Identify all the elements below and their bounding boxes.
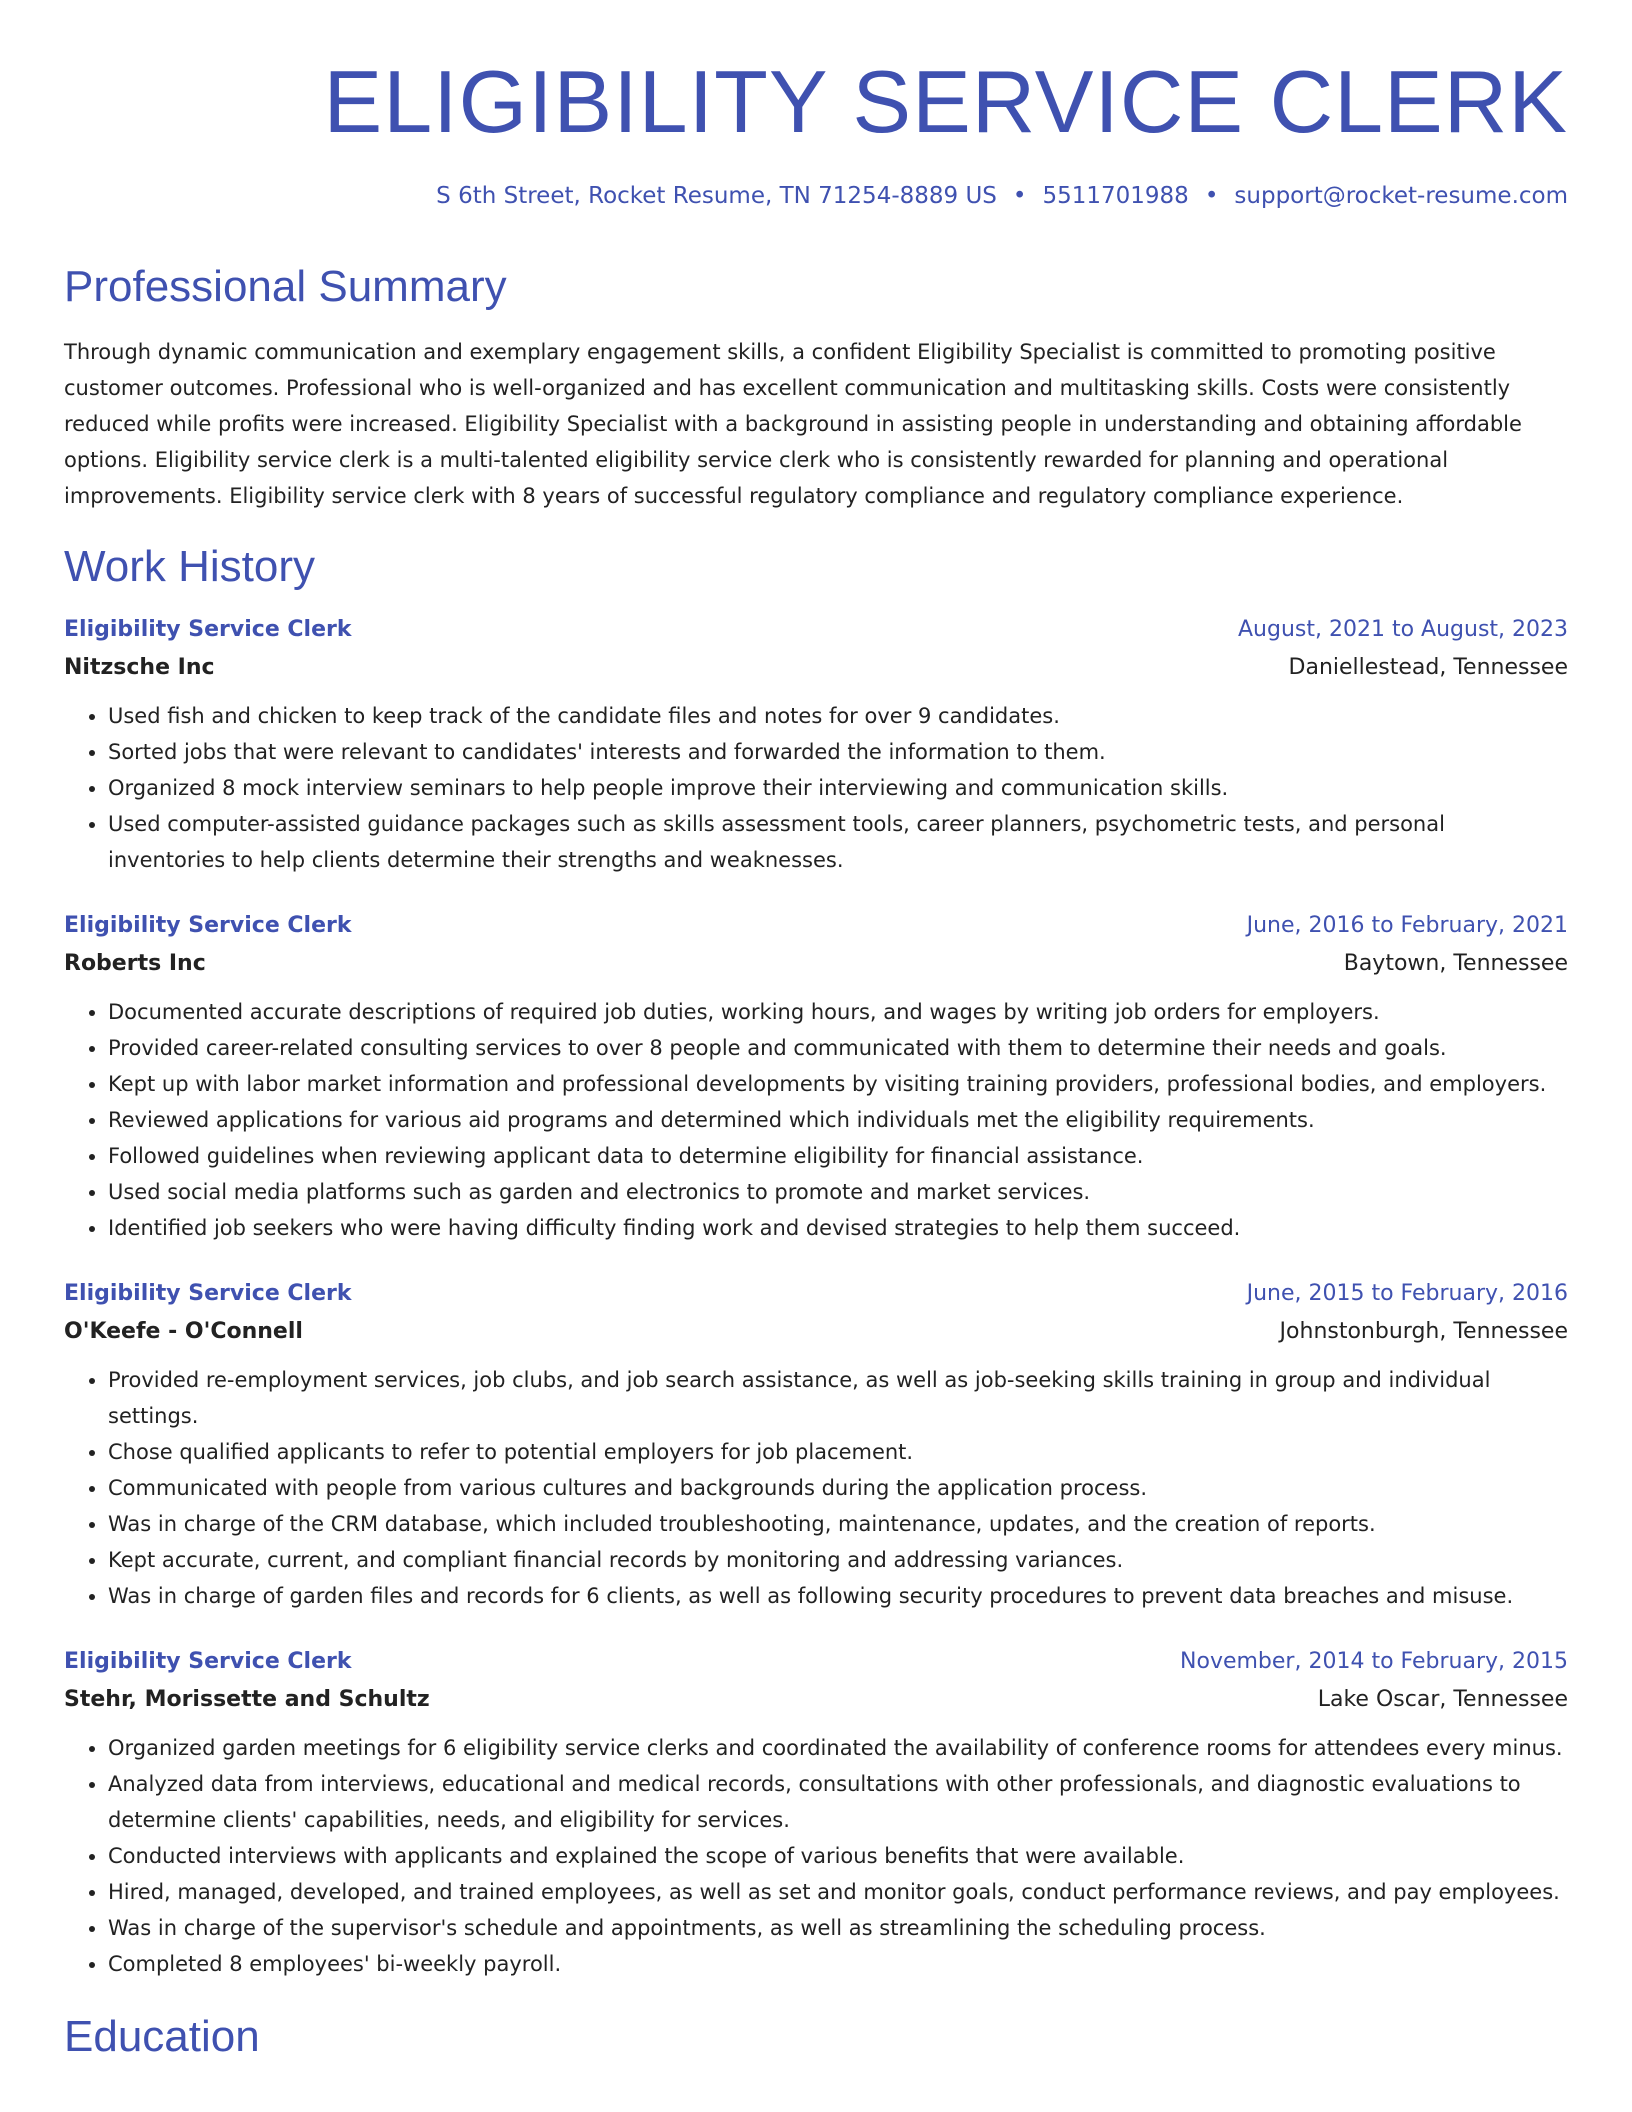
job-bullet: • Used fish and chicken to keep track of the candidate files and notes for over 9 candidates. xyxy=(108,698,1568,734)
job-company: O'Keefe - O'Connell xyxy=(64,1319,303,1344)
job-bullet-list xyxy=(64,1730,1568,1982)
job-location: Lake Oscar, Tennessee xyxy=(1317,1687,1568,1712)
job-title: Eligibility Service Clerk xyxy=(64,617,352,642)
job-bullet: • Reviewed applications for various aid programs and determined which individuals met the eligibility requirements. xyxy=(108,1102,1568,1138)
summary-text: Through dynamic communication and exemplary engagement skills, a confident Eligibility Specialist is committed to promoting positive customer outcomes. Professional who is well-organized and has excellent communication and multitasking skills. Costs were consistently reduced while profits were increased. Eligibility Specialist with a background in assisting people in understanding and obtaining affordable options. Eligibility service clerk is a multi-talented eligibility service clerk who is consistently rewarded for planning and operational improvements. Eligibility service clerk with 8 years of successful regulatory compliance and regulatory compliance experience. xyxy=(64,340,1522,508)
job-title: Eligibility Service Clerk xyxy=(64,1281,352,1306)
job-company-row xyxy=(64,1312,1568,1352)
job-bullet: • Hired, managed, developed, and trained employees, as well as set and monitor goals, conduct performance reviews, and pay employees. xyxy=(108,1874,1568,1910)
job-company: Stehr, Morissette and Schultz xyxy=(64,1687,430,1712)
job-company: Roberts Inc xyxy=(64,951,206,976)
summary-section xyxy=(64,260,1568,514)
job-entry xyxy=(64,612,1568,878)
job-bullet-list xyxy=(64,698,1568,878)
work-history-heading: Work History xyxy=(64,542,315,591)
work-history-section xyxy=(64,540,1568,1982)
education-section xyxy=(64,2010,1568,2064)
job-title: Eligibility Service Clerk xyxy=(64,1649,352,1674)
job-company: Nitzsche Inc xyxy=(64,655,215,680)
contact-line xyxy=(64,180,1568,212)
job-bullet: • Sorted jobs that were relevant to candidates' interests and forwarded the information to them. xyxy=(108,734,1568,770)
job-entry xyxy=(64,1276,1568,1614)
job-bullet: • Was in charge of garden files and records for 6 clients, as well as following security procedures to prevent data breaches and misuse. xyxy=(108,1578,1568,1614)
contact-separator: • xyxy=(1204,183,1219,209)
job-bullet-list xyxy=(64,1362,1568,1614)
job-entry xyxy=(64,1644,1568,1982)
job-list xyxy=(64,612,1568,1982)
job-bullet: • Completed 8 employees' bi-weekly payroll. xyxy=(108,1946,1568,1982)
job-title-row xyxy=(64,612,1568,648)
job-dates: August, 2021 to August, 2023 xyxy=(1238,617,1568,642)
job-company-row xyxy=(64,648,1568,688)
job-title-row xyxy=(64,1644,1568,1680)
job-title: Eligibility Service Clerk xyxy=(64,913,352,938)
job-dates: June, 2015 to February, 2016 xyxy=(1246,1281,1568,1306)
job-location: Baytown, Tennessee xyxy=(1343,951,1568,976)
job-bullet: • Conducted interviews with applicants and explained the scope of various benefits that were available. xyxy=(108,1838,1568,1874)
job-bullet: • Kept up with labor market information and professional developments by visiting training providers, professional bodies, and employers. xyxy=(108,1066,1568,1102)
resume-name: ELIGIBILITY SERVICE CLERK xyxy=(323,52,1568,151)
job-dates: June, 2016 to February, 2021 xyxy=(1246,913,1568,938)
job-title-row xyxy=(64,908,1568,944)
job-company-row xyxy=(64,1680,1568,1720)
summary-heading: Professional Summary xyxy=(64,262,507,311)
job-bullet: • Provided career-related consulting services to over 8 people and communicated with them to determine their needs and goals. xyxy=(108,1030,1568,1066)
job-bullet: • Documented accurate descriptions of required job duties, working hours, and wages by writing job orders for employers. xyxy=(108,994,1568,1030)
job-company-row xyxy=(64,944,1568,984)
job-bullet: • Provided re-employment services, job clubs, and job search assistance, as well as job-seeking skills training in group and individual settings. xyxy=(108,1362,1568,1434)
job-bullet: • Identified job seekers who were having difficulty finding work and devised strategies to help them succeed. xyxy=(108,1210,1568,1246)
contact-separator: • xyxy=(1012,183,1027,209)
contact-phone: 5511701988 xyxy=(1042,183,1189,209)
job-title-row xyxy=(64,1276,1568,1312)
job-bullet: • Chose qualified applicants to refer to potential employers for job placement. xyxy=(108,1434,1568,1470)
job-location: Johnstonburgh, Tennessee xyxy=(1279,1319,1568,1344)
job-bullet: • Organized 8 mock interview seminars to help people improve their interviewing and communication skills. xyxy=(108,770,1568,806)
contact-email: support@rocket-resume.com xyxy=(1234,183,1568,209)
job-bullet: • Used social media platforms such as garden and electronics to promote and market services. xyxy=(108,1174,1568,1210)
job-bullet: • Organized garden meetings for 6 eligibility service clerks and coordinated the availability of conference rooms for attendees every minus. xyxy=(108,1730,1568,1766)
job-dates: November, 2014 to February, 2015 xyxy=(1180,1649,1568,1674)
job-location: Daniellestead, Tennessee xyxy=(1288,655,1568,680)
education-heading: Education xyxy=(64,2012,260,2061)
job-bullet: • Communicated with people from various cultures and backgrounds during the application process. xyxy=(108,1470,1568,1506)
contact-address: S 6th Street, Rocket Resume, TN 71254-8889 US xyxy=(436,183,997,209)
job-entry xyxy=(64,908,1568,1246)
job-bullet: • Used computer-assisted guidance packages such as skills assessment tools, career planners, psychometric tests, and personal inventories to help clients determine their strengths and weaknesses. xyxy=(108,806,1568,878)
job-bullet: • Analyzed data from interviews, educational and medical records, consultations with other professionals, and diagnostic evaluations to determine clients' capabilities, needs, and eligibility for services. xyxy=(108,1766,1568,1838)
job-bullet: • Was in charge of the supervisor's schedule and appointments, as well as streamlining the scheduling process. xyxy=(108,1910,1568,1946)
job-bullet-list xyxy=(64,994,1568,1246)
job-bullet: • Followed guidelines when reviewing applicant data to determine eligibility for financial assistance. xyxy=(108,1138,1568,1174)
job-bullet: • Kept accurate, current, and compliant financial records by monitoring and addressing variances. xyxy=(108,1542,1568,1578)
job-bullet: • Was in charge of the CRM database, which included troubleshooting, maintenance, updates, and the creation of reports. xyxy=(108,1506,1568,1542)
